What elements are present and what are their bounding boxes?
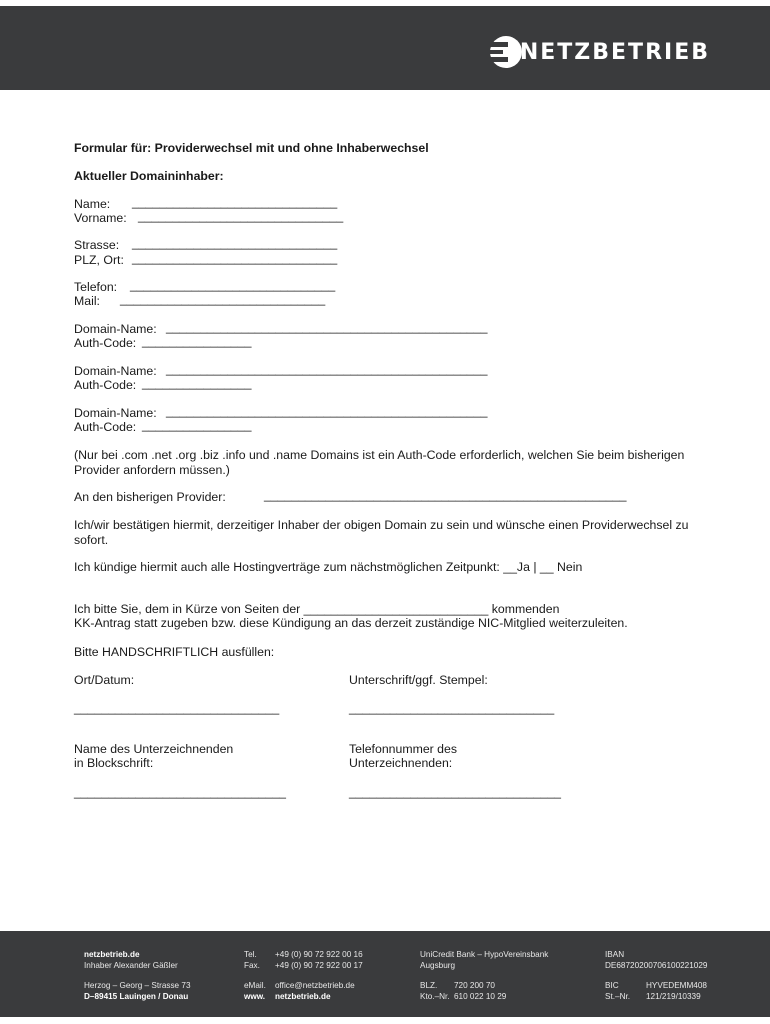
confirm-text: Ich/wir bestätigen hiermit, derzeitiger Inhaber der obigen Domain zu sein und wünsche einen Providerwechsel zu sofort. [74, 518, 689, 547]
label-unterschrift: Unterschrift/ggf. Stempel: [349, 673, 488, 687]
label-plz: PLZ, Ort: [74, 253, 124, 267]
request-line-2: KK-Antrag statt zugeben bzw. diese Kündigung an das derzeit zuständige NIC-Mitglied weiterzuleiten. [74, 616, 628, 630]
blank-tel-block[interactable]: _______________________________ [349, 785, 562, 799]
label-name: Name: [74, 197, 111, 211]
footer-street: Herzog – Georg – Strasse 73 [84, 981, 191, 990]
logo-text: NETZBETRIEB [519, 39, 710, 65]
blank-name-block[interactable]: _______________________________ [74, 785, 287, 799]
footer-city: D–89415 Lauingen / Donau [84, 992, 189, 1001]
footer-st: 121/219/10339 [646, 992, 701, 1001]
blank-auth-2[interactable]: ________________ [142, 376, 252, 390]
footer-company [84, 949, 191, 1002]
footer-email[interactable]: office@netzbetrieb.de [275, 981, 355, 990]
header-bar [0, 6, 770, 90]
label-tel-block-2: Unterzeichnenden: [349, 756, 453, 770]
footer-contact [244, 949, 363, 1002]
footer-iban-label: IBAN [605, 950, 625, 959]
footer-owner: Inhaber Alexander Gäßler [84, 961, 178, 970]
footer-bank [420, 949, 548, 1002]
blank-provider[interactable]: _____________________________________________________ [264, 488, 627, 502]
request-line-1: Ich bitte Sie, dem in Kürze von Seiten der ___________________________ kommenden [74, 602, 560, 616]
blank-name[interactable]: ______________________________ [132, 195, 338, 209]
footer-tel: +49 (0) 90 72 922 00 16 [275, 950, 363, 959]
footer-company-name: netzbetrieb.de [84, 950, 140, 959]
blank-domain-2[interactable]: _______________________________________________ [166, 362, 488, 376]
label-ort-datum: Ort/Datum: [74, 673, 135, 687]
handwriting-note: Bitte HANDSCHRIFTLICH ausfüllen: [74, 645, 275, 659]
label-provider: An den bisherigen Provider: [74, 490, 226, 504]
footer-kto: 610 022 10 29 [454, 992, 507, 1001]
blank-telefon[interactable]: ______________________________ [130, 278, 336, 292]
form-title: Formular für: Providerwechsel mit und ohne Inhaberwechsel [74, 141, 429, 155]
footer-www[interactable]: netzbetrieb.de [275, 992, 331, 1001]
footer-email-label: eMail. [244, 981, 266, 990]
footer-tel-label: Tel. [244, 950, 257, 959]
blank-ort-datum[interactable]: ______________________________ [74, 701, 280, 715]
blank-strasse[interactable]: ______________________________ [132, 236, 338, 250]
label-tel-block-1: Telefonnummer des [349, 742, 457, 756]
label-vorname: Vorname: [74, 211, 127, 225]
footer-bank-name: UniCredit Bank – HypoVereinsbank [420, 950, 549, 959]
blank-domain-3[interactable]: _______________________________________________ [166, 404, 488, 418]
logo [488, 32, 710, 72]
footer-fax-label: Fax. [244, 961, 260, 970]
label-strasse: Strasse: [74, 238, 120, 252]
cancel-text: Ich kündige hiermit auch alle Hostingverträge zum nächstmöglichen Zeitpunkt: __Ja | __ Nein [74, 560, 583, 574]
footer-bic: HYVEDEMM408 [646, 981, 707, 990]
footer-fax: +49 (0) 90 72 922 00 17 [275, 961, 363, 970]
label-domain-1: Domain-Name: [74, 322, 157, 336]
blank-plz[interactable]: ______________________________ [132, 251, 338, 265]
blank-auth-1[interactable]: ________________ [142, 334, 252, 348]
label-auth-1: Auth-Code: [74, 336, 137, 350]
footer-bank-city: Augsburg [420, 961, 456, 970]
footer-iban: DE68720200706100221029 [605, 961, 708, 970]
label-domain-3: Domain-Name: [74, 406, 157, 420]
blank-mail[interactable]: ______________________________ [120, 292, 326, 306]
netzbetrieb-e-logo-icon [488, 33, 522, 71]
footer-st-label: St.–Nr. [605, 992, 631, 1001]
footer-kto-label: Kto.–Nr. [420, 992, 450, 1001]
label-name-block-2: in Blockschrift: [74, 756, 154, 770]
blank-vorname[interactable]: ______________________________ [138, 209, 344, 223]
footer-tax [605, 949, 707, 1002]
label-telefon: Telefon: [74, 280, 118, 294]
label-domain-2: Domain-Name: [74, 364, 157, 378]
footer-www-label: www. [244, 992, 266, 1001]
blank-unterschrift[interactable]: ______________________________ [349, 701, 555, 715]
footer-bar [0, 931, 770, 1017]
label-name-block-1: Name des Unterzeichnenden [74, 742, 234, 756]
footer-blz: 720 200 70 [454, 981, 495, 990]
blank-auth-3[interactable]: ________________ [142, 418, 252, 432]
footer-blz-label: BLZ. [420, 981, 438, 990]
footer-bic-label: BIC [605, 981, 619, 990]
blank-domain-1[interactable]: _______________________________________________ [166, 320, 488, 334]
label-auth-2: Auth-Code: [74, 378, 137, 392]
auth-note: (Nur bei .com .net .org .biz .info und .name Domains ist ein Auth-Code erforderlich, welchen Sie beim bisherigen Provider anfordern müssen.) [74, 448, 685, 477]
label-mail: Mail: [74, 294, 100, 308]
section-holder: Aktueller Domaininhaber: [74, 169, 224, 183]
label-auth-3: Auth-Code: [74, 420, 137, 434]
